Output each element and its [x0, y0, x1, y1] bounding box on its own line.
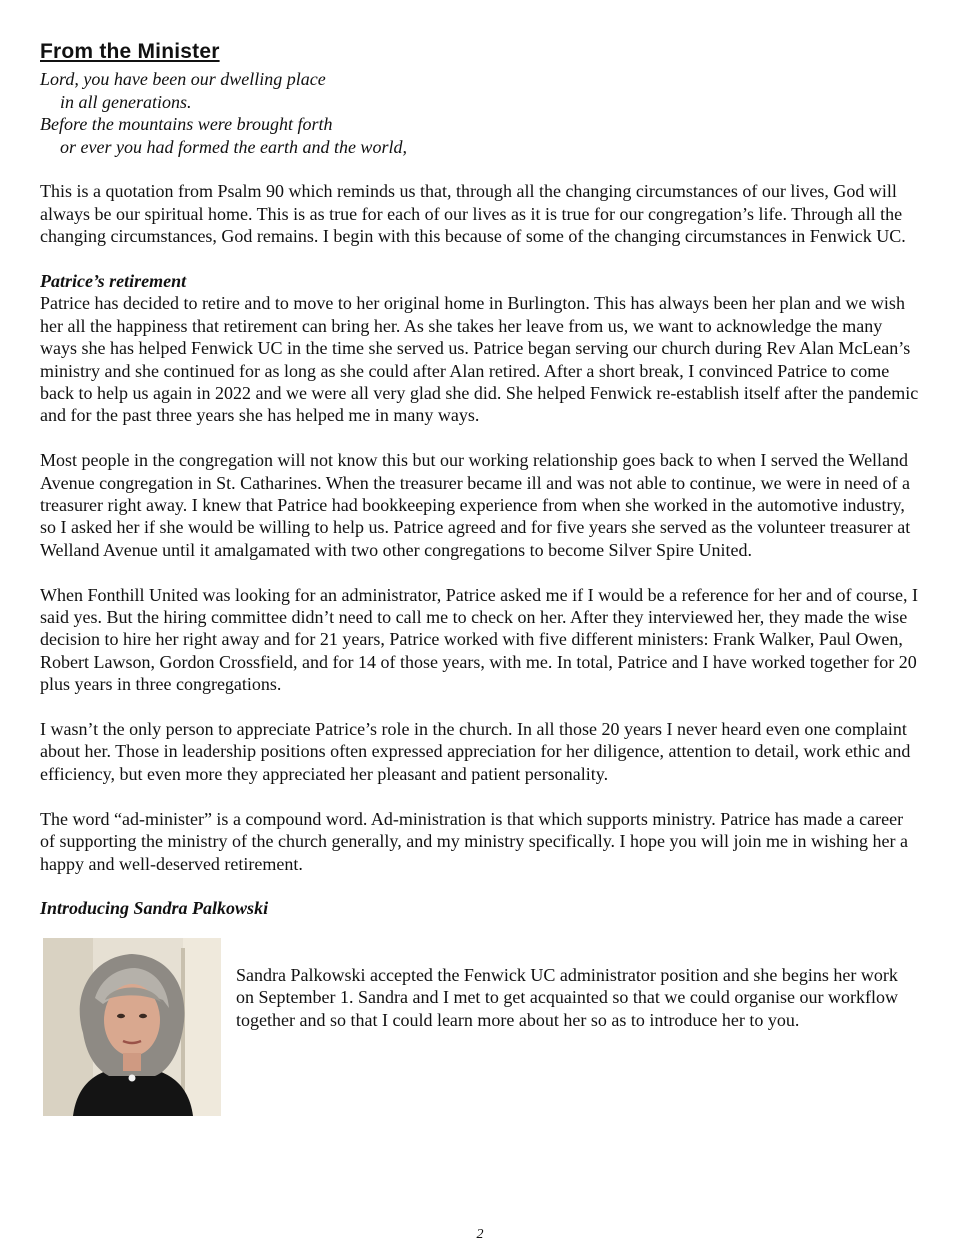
psalm-line: Lord, you have been our dwelling place — [40, 69, 326, 89]
retirement-paragraph: Patrice has decided to retire and to move to her original home in Burlington. This has always been her plan and we wish her all the happiness that retirement can bring her. As she takes her leave from us, we want to acknowledge the many ways she has helped Fenwick UC in the time she served us. Patrice began serving our church during Rev Alan McLean’s ministry and she continued for as long as she could after Alan retired. After a short break, I convinced Patrice to come back to help us again in 2022 and we were all very glad she did. She helped Fenwick re-establish itself after the pandemic and for the past three years she has helped me in many ways. — [40, 293, 919, 426]
page-title: From the Minister — [40, 40, 220, 63]
relationship-paragraph: Most people in the congregation will not know this but our working relationship goes back to when I served the Welland Avenue congregation in St. Catharines. When the treasurer became ill and was not able to continue, we were in need of a treasurer right away. I knew that Patrice had bookkeeping experience from when she worked in the automotive industry, so I asked her if she would be willing to help us. Patrice agreed and for five years she served as the volunteer treasurer at Welland Avenue until it amalgamated with two other congregations to become Silver Spire United. — [40, 450, 911, 560]
sandra-heading: Introducing Sandra Palkowski — [40, 898, 269, 919]
intro-paragraph: This is a quotation from Psalm 90 which reminds us that, through all the changing circumstances of our lives, God will always be our spiritual home. This is as true for each of our lives as it is true for our congregation’s life. Through all the changing circumstances, God remains. I begin with this because of some of the changing circumstances in Fenwick UC. — [40, 181, 906, 247]
retirement-heading: Patrice’s retirement — [40, 271, 187, 291]
ad-minister-paragraph: The word “ad-minister” is a compound word. Ad-ministration is that which supports ministry. Patrice has made a career of supporting the ministry of the church generally, and my ministry specifically. I hope you will join me in wishing her a happy and well-deserved retirement. — [40, 808, 908, 874]
sandra-paragraph: Sandra Palkowski accepted the Fenwick UC administrator position and she begins her work on September 1. Sandra and I met to get acquainted so that we could organise our workflow together and so that I could learn more about her so as to introduce her to you. — [236, 964, 898, 1030]
psalm-line: or ever you had formed the earth and the world, — [60, 136, 407, 157]
newsletter-page — [40, 40, 920, 1124]
appreciation-paragraph: I wasn’t the only person to appreciate Patrice’s role in the church. In all those 20 years I never heard even one complaint about her. Those in leadership positions often expressed appreciation for her diligence, attention to detail, work ethic and efficiency, but even more they appreciated her pleasant and patient personality. — [40, 719, 911, 784]
sandra-intro — [40, 938, 920, 1124]
page-number: 2 — [476, 1227, 484, 1242]
psalm-line: Before the mountains were brought forth — [40, 114, 333, 134]
sandra-portrait-photo — [43, 938, 221, 1116]
psalm-quote — [40, 68, 920, 158]
fonthill-paragraph: When Fonthill United was looking for an administrator, Patrice asked me if I would be a reference for her and of course, I said yes. But the hiring committee didn’t need to call me to check on her. After they interviewed her, they made the wise decision to hire her right away and for 21 years, Patrice worked with five different ministers: Frank Walker, Paul Owen, Robert Lawson, Gordon Crossfield, and for 14 of those years, with me. In total, Patrice and I have worked together for 20 plus years in three congregations. — [40, 584, 918, 695]
psalm-line: in all generations. — [60, 91, 192, 112]
